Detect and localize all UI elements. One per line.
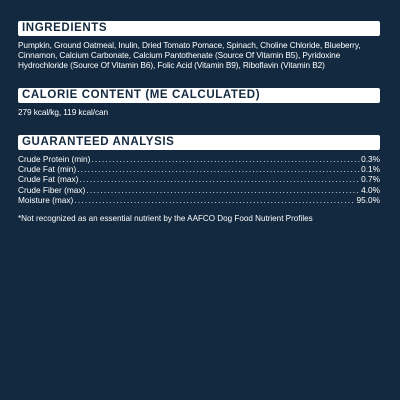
analysis-row-value: 4.0% xyxy=(361,184,380,195)
dot-leader xyxy=(79,174,360,184)
dot-leader xyxy=(91,154,360,164)
analysis-row xyxy=(18,195,380,205)
analysis-row-value: 0.7% xyxy=(361,174,380,185)
analysis-row-name: Moisture (max) xyxy=(18,194,74,205)
analysis-row-name: Crude Fiber (max) xyxy=(18,184,86,195)
analysis-row-name: Crude Fat (min) xyxy=(18,164,77,175)
analysis-row xyxy=(18,154,380,164)
analysis-row-value: 95.0% xyxy=(356,194,380,205)
analysis-footnote: *Not recognized as an essential nutrient by the AAFCO Dog Food Nutrient Profiles xyxy=(18,213,313,223)
dot-leader xyxy=(86,185,360,195)
analysis-row-name: Crude Fat (max) xyxy=(18,174,79,185)
analysis-table xyxy=(18,154,380,205)
calorie-text: 279 kcal/kg, 119 kcal/can xyxy=(18,107,109,117)
analysis-row xyxy=(18,185,380,195)
analysis-heading: GUARANTEED ANALYSIS xyxy=(18,135,380,150)
calorie-section xyxy=(18,88,380,117)
analysis-section xyxy=(18,135,380,224)
analysis-row xyxy=(18,174,380,184)
dot-leader xyxy=(74,195,355,205)
ingredients-section xyxy=(18,21,380,71)
analysis-row-value: 0.3% xyxy=(361,154,380,164)
analysis-row-name: Crude Protein (min) xyxy=(18,154,91,164)
ingredients-text: Pumpkin, Ground Oatmeal, Inulin, Dried Tomato Pomace, Spinach, Choline Chloride, Blueberry, Cinnamon, Calcium Carbonate, Calcium Pantothenate (Source Of Vitamin B5), Pyridoxine Hydrochloride (Source Of Vitamin B6), Folic Acid (Vitamin B9), Riboflavin (Vitamin B2) xyxy=(18,40,361,71)
dot-leader xyxy=(77,164,360,174)
analysis-row xyxy=(18,164,380,174)
calorie-heading: CALORIE CONTENT (ME CALCULATED) xyxy=(18,88,380,103)
ingredients-heading: INGREDIENTS xyxy=(18,21,380,36)
analysis-row-value: 0.1% xyxy=(361,164,380,175)
